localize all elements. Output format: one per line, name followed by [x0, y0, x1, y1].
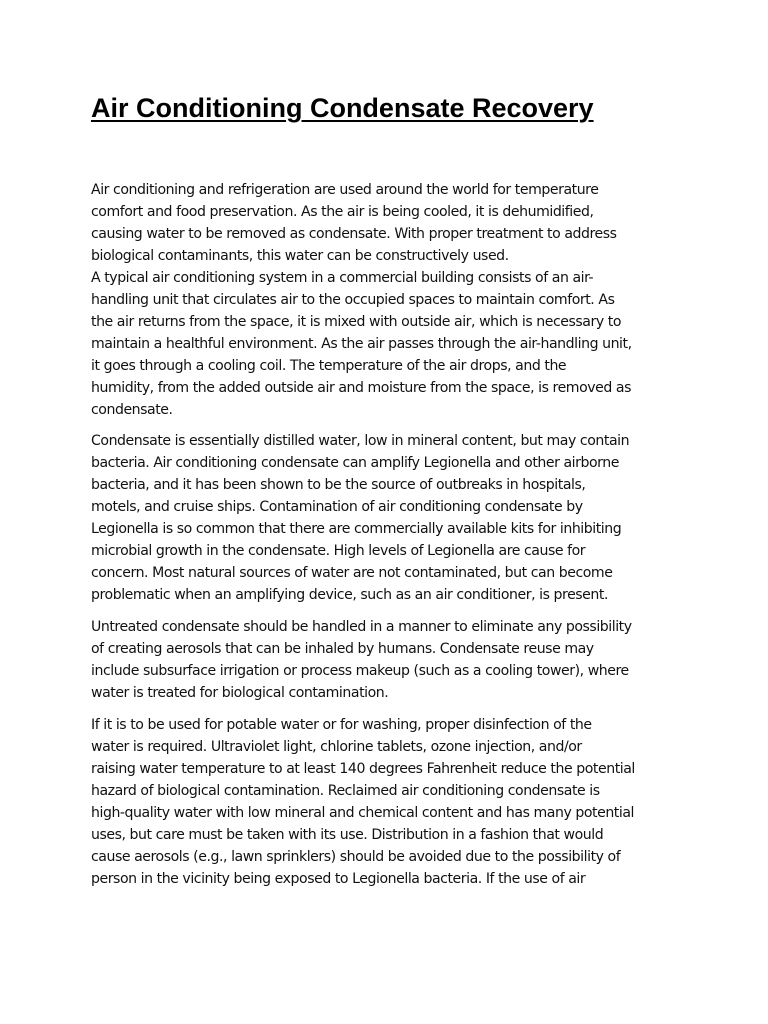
paragraph-line: Legionella is so common that there are commercially available kits for inhibiting	[91, 521, 622, 538]
paragraph-line: comfort and food preservation. As the air is being cooled, it is dehumidified,	[91, 203, 594, 220]
paragraph-line: person in the vicinity being exposed to Legionella bacteria. If the use of air	[91, 870, 586, 887]
paragraph-line: Condensate is essentially distilled water, low in mineral content, but may contain	[91, 433, 630, 450]
paragraph-line: condensate.	[91, 401, 173, 418]
paragraph-line: high-quality water with low mineral and chemical content and has many potential	[91, 804, 635, 821]
paragraph-line: Air conditioning and refrigeration are used around the world for temperature	[91, 182, 599, 198]
paragraph-line: bacteria, and it has been shown to be the source of outbreaks in hospitals,	[91, 477, 586, 494]
paragraph-line: concern. Most natural sources of water are not contaminated, but can become	[91, 565, 613, 582]
paragraph-line: A typical air conditioning system in a commercial building consists of an air-	[91, 269, 594, 286]
paragraph-line: If it is to be used for potable water or for washing, proper disinfection of the	[91, 716, 592, 733]
paragraph-line: of creating aerosols that can be inhaled by humans. Condensate reuse may	[91, 641, 594, 658]
paragraph-line: handling unit that circulates air to the occupied spaces to maintain comfort. As	[91, 291, 615, 308]
body-paragraph	[91, 617, 691, 705]
paragraph-line: Untreated condensate should be handled in a manner to eliminate any possibility	[91, 619, 632, 636]
paragraph-line: causing water to be removed as condensate. With proper treatment to address	[91, 225, 617, 242]
paragraph-line: humidity, from the added outside air and moisture from the space, is removed as	[91, 379, 631, 396]
paragraph-line: cause aerosols (e.g., lawn sprinklers) should be avoided due to the possibility of	[91, 848, 621, 865]
body-paragraph	[91, 431, 691, 607]
paragraph-line: water is required. Ultraviolet light, chlorine tablets, ozone injection, and/or	[91, 738, 582, 755]
paragraph-line: motels, and cruise ships. Contamination of air conditioning condensate by	[91, 499, 583, 516]
paragraph-line: it goes through a cooling coil. The temperature of the air drops, and the	[91, 357, 567, 374]
paragraph-line: microbial growth in the condensate. High levels of Legionella are cause for	[91, 543, 586, 560]
paragraph-line: maintain a healthful environment. As the air passes through the air-handling unit,	[91, 335, 632, 352]
body-paragraph	[91, 715, 691, 891]
paragraph-line: problematic when an amplifying device, such as an air conditioner, is present.	[91, 587, 608, 604]
paragraph-line: include subsurface irrigation or process makeup (such as a cooling tower), where	[91, 663, 629, 680]
paragraph-line: hazard of biological contamination. Reclaimed air conditioning condensate is	[91, 782, 600, 799]
paragraph-line: uses, but care must be taken with its use. Distribution in a fashion that would	[91, 826, 604, 843]
body-paragraph	[91, 180, 691, 421]
paragraph-line: biological contaminants, this water can be constructively used.	[91, 247, 509, 264]
document-body	[91, 180, 691, 901]
paragraph-line: water is treated for biological contamination.	[91, 684, 389, 701]
paragraph-line: the air returns from the space, it is mixed with outside air, which is necessary to	[91, 313, 622, 330]
paragraph-line: bacteria. Air conditioning condensate can amplify Legionella and other airborne	[91, 455, 619, 472]
document-title: Air Conditioning Condensate Recovery	[91, 93, 594, 123]
paragraph-line: raising water temperature to at least 140 degrees Fahrenheit reduce the potential	[91, 760, 635, 777]
